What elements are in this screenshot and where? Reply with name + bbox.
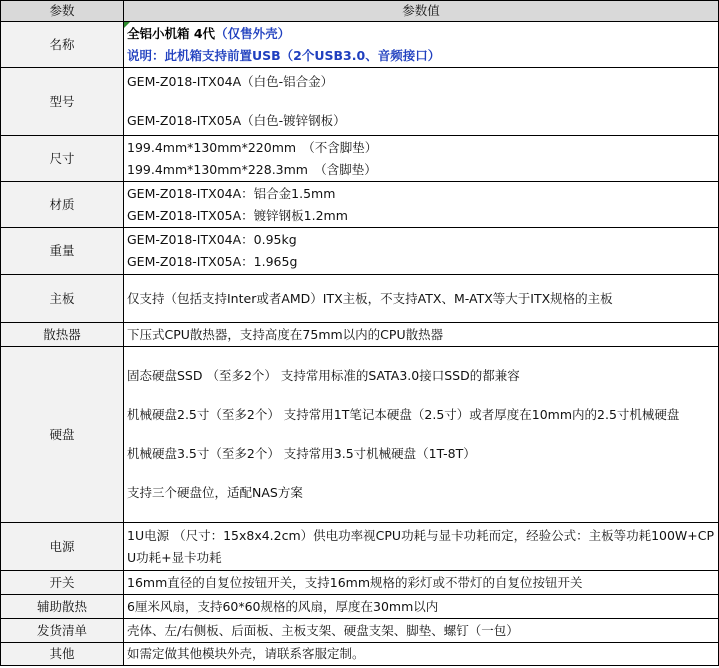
value-cooler <box>124 323 719 347</box>
row-name <box>1 22 719 68</box>
material-line-1: GEM-Z018-ITX04A：铝合金1.5mm <box>127 185 336 201</box>
fan-text: 6厘米风扇，支持60*60规格的风扇，厚度在30mm以内 <box>127 598 439 614</box>
header-row <box>1 1 719 22</box>
row-model <box>1 68 719 136</box>
value-weight <box>124 228 719 275</box>
row-cooler <box>1 323 719 347</box>
disk-hdd-25: 机械硬盘2.5寸（至多2个） 支持常用1T笔记本硬盘（2.5寸）或者厚度在10mm内的2.5寸机械硬盘 <box>127 407 680 422</box>
label-board: 主板 <box>1 275 124 323</box>
size-line-2: 199.4mm*130mm*228.3mm （含脚垫） <box>127 161 377 177</box>
other-text: 如需定做其他模块外壳，请联系客服定制。 <box>127 646 365 661</box>
value-power <box>124 523 719 571</box>
header-param: 参数 <box>1 1 124 22</box>
value-switch <box>124 571 719 595</box>
label-power: 电源 <box>1 523 124 571</box>
row-size <box>1 136 719 182</box>
value-other <box>124 643 719 666</box>
label-disk: 硬盘 <box>1 347 124 523</box>
product-title: 全铝小机箱 4代 <box>127 25 216 41</box>
value-size <box>124 136 719 182</box>
cooler-text: 下压式CPU散热器，支持高度在75mm以内的CPU散热器 <box>127 326 444 342</box>
label-model: 型号 <box>1 68 124 136</box>
weight-line-1: GEM-Z018-ITX04A：0.95kg <box>127 232 297 247</box>
row-switch <box>1 571 719 595</box>
row-power <box>1 523 719 571</box>
label-size: 尺寸 <box>1 136 124 182</box>
header-value: 参数值 <box>124 1 719 22</box>
product-description: 说明：此机箱支持前置USB（2个USB3.0、音频接口） <box>127 47 441 63</box>
label-name: 名称 <box>1 22 124 68</box>
disk-hdd-35: 机械硬盘3.5寸（至多2个） 支持常用3.5寸机械硬盘（1T-8T） <box>127 446 476 461</box>
value-name <box>124 22 719 68</box>
label-cooler: 散热器 <box>1 323 124 347</box>
disk-nas: 支持三个硬盘位，适配NAS方案 <box>127 485 303 500</box>
row-material <box>1 182 719 228</box>
board-text: 仅支持（包括支持Inter或者AMD）ITX主板，不支持ATX、M-ATX等大于ITX规格的主板 <box>127 290 613 306</box>
comment-marker-icon <box>124 22 130 28</box>
value-material <box>124 182 719 228</box>
row-other <box>1 643 719 666</box>
power-text: 1U电源 （尺寸：15x8x4.2cm）供电功率视CPU功耗与显卡功耗而定，经验公式：主板等功耗100W+CPU功耗+显卡功耗 <box>127 527 715 565</box>
value-board <box>124 275 719 323</box>
label-material: 材质 <box>1 182 124 228</box>
label-switch: 开关 <box>1 571 124 595</box>
package-text: 壳体、左/右侧板、后面板、主板支架、硬盘支架、脚垫、螺钉（一包） <box>127 622 519 638</box>
product-note: （仅售外壳） <box>215 25 291 41</box>
value-model <box>124 68 719 136</box>
disk-ssd: 固态硬盘SSD （至多2个） 支持常用标准的SATA3.0接口SSD的都兼容 <box>127 368 520 383</box>
label-other: 其他 <box>1 643 124 666</box>
model-line-1: GEM-Z018-ITX04A（白色-铝合金） <box>127 74 334 89</box>
label-weight: 重量 <box>1 228 124 275</box>
row-board <box>1 275 719 323</box>
size-line-1: 199.4mm*130mm*220mm （不含脚垫） <box>127 139 378 155</box>
label-package: 发货清单 <box>1 619 124 643</box>
material-line-2: GEM-Z018-ITX05A：镀锌钢板1.2mm <box>127 207 348 223</box>
row-disk <box>1 347 719 523</box>
row-fan <box>1 595 719 619</box>
value-disk <box>124 347 719 523</box>
value-fan <box>124 595 719 619</box>
switch-text: 16mm直径的自复位按钮开关，支持16mm规格的彩灯或不带灯的自复位按钮开关 <box>127 574 583 590</box>
row-weight <box>1 228 719 275</box>
label-fan: 辅助散热 <box>1 595 124 619</box>
value-package <box>124 619 719 643</box>
row-package <box>1 619 719 643</box>
model-line-2: GEM-Z018-ITX05A（白色-镀锌钢板） <box>127 113 346 128</box>
weight-line-2: GEM-Z018-ITX05A：1.965g <box>127 254 298 269</box>
